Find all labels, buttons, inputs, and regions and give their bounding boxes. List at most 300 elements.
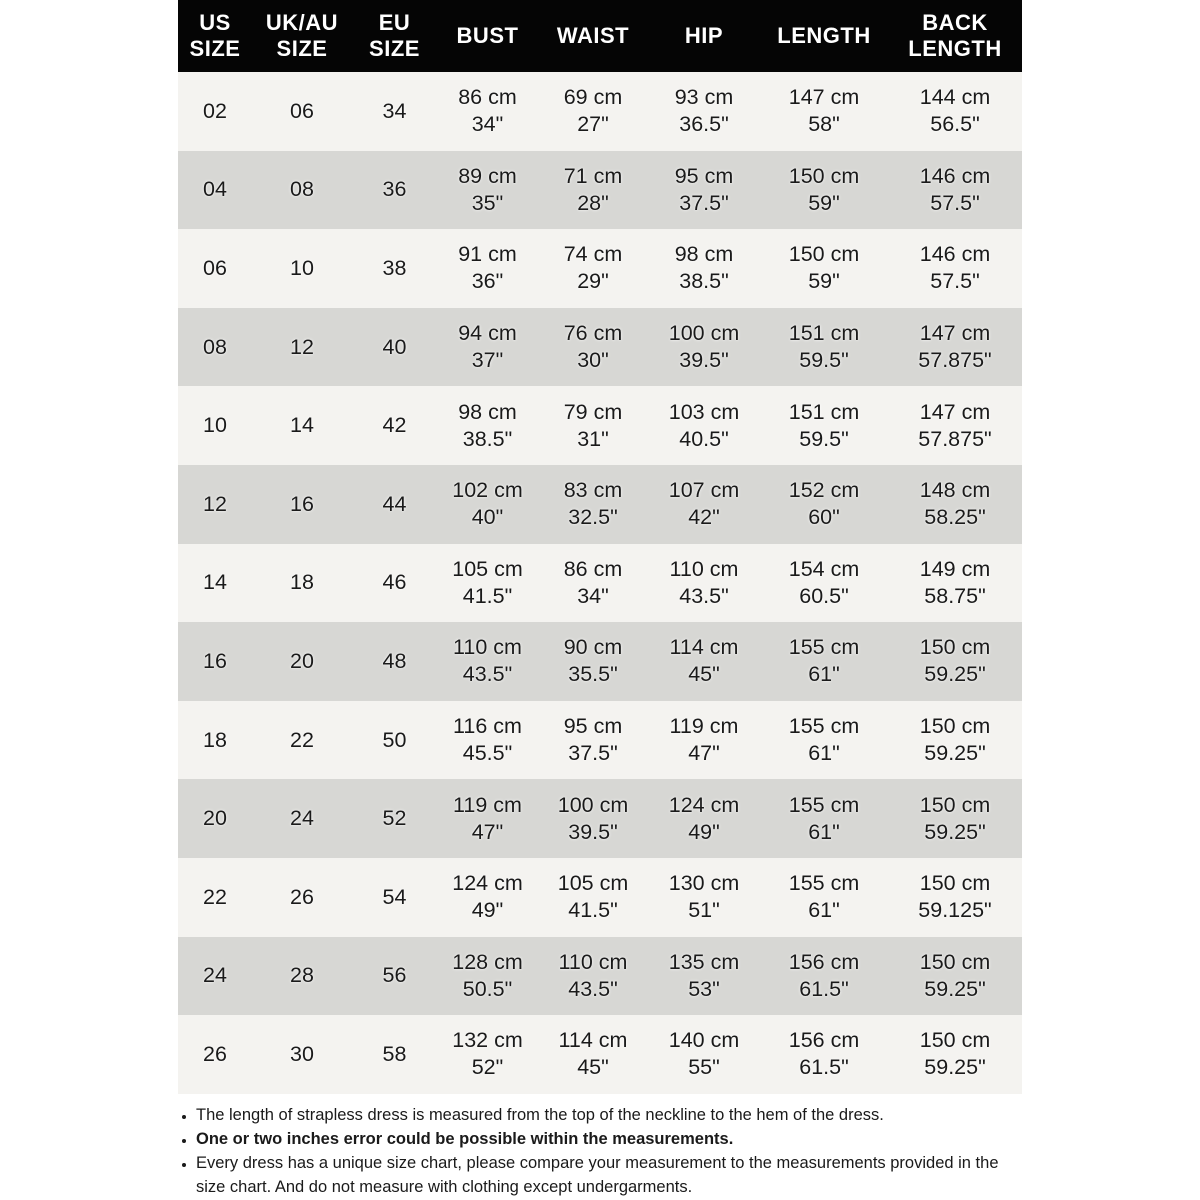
cell-line: 28	[290, 963, 314, 988]
cell-line: 30	[290, 1041, 314, 1066]
table-cell	[252, 622, 352, 701]
table-cell	[760, 229, 888, 308]
table-cell	[352, 937, 437, 1016]
cell-line: 39.5"	[679, 348, 729, 373]
table-cell	[437, 151, 538, 230]
note-item	[180, 1103, 1004, 1127]
note-item	[180, 1127, 1004, 1151]
cell-line: SIZE	[276, 36, 328, 61]
table-cell	[538, 622, 648, 701]
table-cell	[178, 779, 252, 858]
cell-line: 56	[382, 963, 407, 988]
cell-line: 36	[382, 177, 407, 202]
cell-line: 45"	[688, 662, 720, 687]
cell-line: 32.5"	[568, 505, 618, 530]
cell-line: 110 cm	[669, 556, 739, 581]
table-cell	[437, 622, 538, 701]
table-cell	[538, 937, 648, 1016]
table-row	[178, 151, 1022, 230]
cell-line: 38.5"	[462, 426, 513, 451]
table-cell	[888, 1015, 1022, 1094]
cell-line: 42	[382, 413, 407, 438]
cell-line: 155 cm	[788, 792, 860, 817]
cell-line: 74 cm	[563, 242, 623, 267]
table-row	[178, 465, 1022, 544]
cell-line: 56.5"	[930, 112, 980, 137]
cell-line: 22	[203, 884, 227, 909]
table-row	[178, 622, 1022, 701]
cell-line: 41.5"	[568, 898, 618, 923]
cell-line: 53"	[688, 976, 720, 1001]
table-cell	[648, 308, 760, 387]
table-cell	[538, 779, 648, 858]
table-cell	[352, 308, 437, 387]
cell-line: 155 cm	[788, 871, 860, 896]
cell-line: 50.5"	[462, 976, 513, 1001]
table-cell	[538, 1015, 648, 1094]
cell-line: 59"	[808, 269, 840, 294]
cell-line: EU	[378, 10, 411, 35]
table-cell	[352, 1015, 437, 1094]
cell-line: 144 cm	[919, 85, 991, 110]
cell-line: 86 cm	[563, 556, 623, 581]
table-cell	[437, 701, 538, 780]
table-cell	[888, 386, 1022, 465]
table-cell	[352, 544, 437, 623]
cell-line: 150 cm	[919, 714, 991, 739]
cell-line: 148 cm	[919, 478, 991, 503]
table-cell	[437, 937, 538, 1016]
note-text: The length of strapless dress is measured from the top of the neckline to the hem of the dress.	[196, 1106, 884, 1124]
table-cell	[437, 229, 538, 308]
table-cell	[888, 544, 1022, 623]
cell-line: 135 cm	[668, 949, 740, 974]
table-cell	[888, 72, 1022, 151]
cell-line: 59.25"	[924, 1055, 986, 1080]
cell-line: 146 cm	[919, 163, 991, 188]
table-cell	[437, 544, 538, 623]
cell-line: 146 cm	[919, 242, 991, 267]
cell-line: 29"	[577, 269, 609, 294]
cell-line: 61"	[808, 741, 840, 766]
table-cell	[437, 72, 538, 151]
table-cell	[538, 151, 648, 230]
cell-line: 94 cm	[458, 321, 517, 346]
table-row	[178, 1015, 1022, 1094]
table-cell	[252, 229, 352, 308]
cell-line: WAIST	[556, 23, 630, 48]
table-cell	[760, 308, 888, 387]
table-cell	[648, 701, 760, 780]
cell-line: 26	[203, 1041, 227, 1066]
cell-line: 95 cm	[674, 163, 734, 188]
table-cell	[760, 1015, 888, 1094]
cell-line: 59.25"	[924, 819, 986, 844]
table-cell	[178, 72, 252, 151]
cell-line: 47"	[688, 741, 720, 766]
cell-line: 140 cm	[668, 1028, 740, 1053]
table-cell	[252, 72, 352, 151]
cell-line: 71 cm	[563, 163, 623, 188]
table-cell	[760, 622, 888, 701]
cell-line: 59.25"	[924, 976, 986, 1001]
cell-line: 51"	[688, 898, 720, 923]
table-cell	[760, 937, 888, 1016]
table-cell	[352, 151, 437, 230]
table-cell	[648, 72, 760, 151]
table-cell	[437, 465, 538, 544]
cell-line: 47"	[471, 819, 504, 844]
header-cell	[760, 0, 888, 72]
cell-line: 61.5"	[799, 976, 849, 1001]
table-cell	[888, 937, 1022, 1016]
table-cell	[352, 622, 437, 701]
cell-line: 44	[382, 491, 407, 516]
table-cell	[352, 465, 437, 544]
table-cell	[760, 779, 888, 858]
table-cell	[648, 386, 760, 465]
cell-line: 38	[382, 255, 407, 280]
cell-line: 40"	[471, 505, 504, 530]
table-row	[178, 72, 1022, 151]
table-cell	[352, 779, 437, 858]
cell-line: 43.5"	[462, 662, 513, 687]
cell-line: 12	[290, 334, 314, 359]
cell-line: 20	[290, 648, 314, 673]
table-cell	[760, 386, 888, 465]
cell-line: 30"	[577, 348, 609, 373]
table-cell	[760, 151, 888, 230]
cell-line: 34"	[471, 112, 504, 137]
table-cell	[178, 701, 252, 780]
cell-line: LENGTH	[777, 23, 871, 48]
cell-line: 37.5"	[568, 741, 618, 766]
cell-line: 61"	[808, 819, 840, 844]
cell-line: 132 cm	[452, 1028, 523, 1053]
cell-line: 58.75"	[924, 583, 986, 608]
table-row	[178, 229, 1022, 308]
cell-line: 36"	[471, 269, 504, 294]
table-cell	[352, 858, 437, 937]
cell-line: 08	[203, 334, 227, 359]
cell-line: 59.5"	[799, 426, 849, 451]
cell-line: 46	[382, 570, 407, 595]
cell-line: 86 cm	[458, 85, 517, 110]
table-cell	[648, 229, 760, 308]
cell-line: 107 cm	[668, 478, 740, 503]
cell-line: SIZE	[189, 36, 241, 61]
cell-line: 114 cm	[669, 635, 739, 660]
cell-line: 43.5"	[568, 976, 618, 1001]
table-row	[178, 858, 1022, 937]
cell-line: 58	[382, 1041, 407, 1066]
cell-line: 61"	[808, 662, 840, 687]
cell-line: 58"	[808, 112, 840, 137]
cell-line: BACK	[922, 10, 988, 35]
table-cell	[178, 622, 252, 701]
cell-line: 98 cm	[458, 399, 517, 424]
note-text: Every dress has a unique size chart, please compare your measurement to the measurements provided in the size chart. And do not measure with clothing except undergarments.	[196, 1154, 999, 1196]
cell-line: 69 cm	[563, 85, 623, 110]
table-cell	[648, 465, 760, 544]
cell-line: 43.5"	[679, 583, 729, 608]
cell-line: 60.5"	[799, 583, 849, 608]
table-cell	[538, 858, 648, 937]
table-row	[178, 308, 1022, 387]
cell-line: 90 cm	[563, 635, 623, 660]
cell-line: 119 cm	[669, 714, 739, 739]
cell-line: 61"	[808, 898, 840, 923]
table-cell	[538, 544, 648, 623]
cell-line: 41.5"	[462, 583, 513, 608]
cell-line: 59.125"	[918, 898, 992, 923]
table-row	[178, 701, 1022, 780]
cell-line: 150 cm	[919, 635, 991, 660]
header-cell	[352, 0, 437, 72]
table-cell	[538, 72, 648, 151]
cell-line: 150 cm	[788, 163, 860, 188]
table-cell	[437, 779, 538, 858]
cell-line: 52"	[471, 1055, 504, 1080]
cell-line: 124 cm	[668, 792, 740, 817]
size-chart-table	[178, 0, 1022, 1094]
cell-line: 128 cm	[452, 949, 523, 974]
cell-line: 147 cm	[919, 321, 991, 346]
table-cell	[252, 937, 352, 1016]
table-cell	[252, 386, 352, 465]
cell-line: 26	[290, 884, 314, 909]
cell-line: 102 cm	[452, 478, 523, 503]
cell-line: 155 cm	[788, 635, 860, 660]
note-text: One or two inches error could be possible within the measurements.	[196, 1130, 734, 1148]
table-cell	[252, 308, 352, 387]
table-cell	[178, 386, 252, 465]
header-cell	[888, 0, 1022, 72]
cell-line: 27"	[577, 112, 609, 137]
table-cell	[252, 544, 352, 623]
table-cell	[437, 858, 538, 937]
cell-line: 89 cm	[458, 163, 517, 188]
cell-line: 150 cm	[919, 792, 991, 817]
cell-line: 59.5"	[799, 348, 849, 373]
cell-line: 08	[290, 177, 314, 202]
cell-line: 150 cm	[919, 949, 991, 974]
cell-line: 110 cm	[558, 949, 628, 974]
cell-line: 124 cm	[452, 871, 523, 896]
cell-line: 130 cm	[668, 871, 740, 896]
bullet-dot-icon	[182, 1139, 186, 1143]
table-cell	[178, 229, 252, 308]
cell-line: 100 cm	[668, 321, 740, 346]
cell-line: 35"	[471, 190, 504, 215]
cell-line: 52	[382, 806, 407, 831]
cell-line: 34"	[577, 583, 609, 608]
cell-line: 50	[382, 727, 407, 752]
table-cell	[252, 779, 352, 858]
table-row	[178, 386, 1022, 465]
size-table-body	[178, 72, 1022, 1094]
cell-line: 59.25"	[924, 662, 986, 687]
table-cell	[760, 701, 888, 780]
table-cell	[888, 622, 1022, 701]
cell-line: 79 cm	[563, 399, 623, 424]
table-cell	[538, 229, 648, 308]
header-cell	[648, 0, 760, 72]
note-item	[180, 1151, 1004, 1199]
cell-line: 10	[203, 413, 227, 438]
table-row	[178, 779, 1022, 858]
cell-line: 18	[203, 727, 227, 752]
table-row	[178, 544, 1022, 623]
table-cell	[178, 465, 252, 544]
cell-line: 76 cm	[563, 321, 623, 346]
table-cell	[352, 72, 437, 151]
table-cell	[538, 701, 648, 780]
cell-line: 61.5"	[799, 1055, 849, 1080]
cell-line: 98 cm	[674, 242, 734, 267]
cell-line: 151 cm	[788, 399, 860, 424]
table-cell	[648, 151, 760, 230]
table-cell	[538, 465, 648, 544]
cell-line: 100 cm	[557, 792, 629, 817]
cell-line: 49"	[688, 819, 720, 844]
cell-line: 152 cm	[788, 478, 860, 503]
cell-line: 35.5"	[568, 662, 618, 687]
table-cell	[760, 72, 888, 151]
table-cell	[352, 386, 437, 465]
table-cell	[352, 229, 437, 308]
cell-line: LENGTH	[908, 36, 1002, 61]
table-cell	[648, 1015, 760, 1094]
cell-line: 151 cm	[788, 321, 860, 346]
header-cell	[178, 0, 252, 72]
cell-line: 57.5"	[930, 269, 980, 294]
table-cell	[648, 544, 760, 623]
table-cell	[178, 858, 252, 937]
table-cell	[252, 701, 352, 780]
table-cell	[437, 386, 538, 465]
table-cell	[760, 544, 888, 623]
table-cell	[888, 151, 1022, 230]
cell-line: 24	[203, 963, 227, 988]
notes-list	[180, 1103, 1004, 1199]
table-cell	[888, 779, 1022, 858]
cell-line: 59.25"	[924, 741, 986, 766]
table-cell	[760, 465, 888, 544]
cell-line: 22	[290, 727, 314, 752]
cell-line: 60"	[808, 505, 840, 530]
cell-line: 154 cm	[788, 556, 860, 581]
table-cell	[352, 701, 437, 780]
cell-line: 58.25"	[924, 505, 986, 530]
cell-line: 37"	[471, 348, 504, 373]
cell-line: 28"	[577, 190, 609, 215]
cell-line: 48	[382, 648, 407, 673]
cell-line: 147 cm	[919, 399, 991, 424]
table-cell	[178, 937, 252, 1016]
table-cell	[252, 858, 352, 937]
cell-line: 91 cm	[458, 242, 517, 267]
table-cell	[888, 701, 1022, 780]
cell-line: 06	[290, 98, 314, 123]
header-cell	[538, 0, 648, 72]
cell-line: 156 cm	[788, 1028, 860, 1053]
cell-line: 105 cm	[557, 871, 629, 896]
cell-line: 57.875"	[918, 426, 992, 451]
table-cell	[760, 858, 888, 937]
table-cell	[178, 544, 252, 623]
table-cell	[648, 937, 760, 1016]
cell-line: 18	[290, 570, 314, 595]
cell-line: 150 cm	[788, 242, 860, 267]
table-cell	[437, 308, 538, 387]
bullet-dot-icon	[182, 1115, 186, 1119]
table-cell	[178, 308, 252, 387]
cell-line: BUST	[456, 23, 519, 48]
table-row	[178, 937, 1022, 1016]
cell-line: 155 cm	[788, 714, 860, 739]
cell-line: 14	[290, 413, 314, 438]
cell-line: 57.875"	[918, 348, 992, 373]
cell-line: 36.5"	[679, 112, 729, 137]
cell-line: 14	[203, 570, 227, 595]
cell-line: 110 cm	[453, 635, 522, 660]
cell-line: 147 cm	[788, 85, 860, 110]
cell-line: 149 cm	[919, 556, 991, 581]
cell-line: 34	[382, 98, 407, 123]
cell-line: 04	[203, 177, 227, 202]
table-cell	[252, 151, 352, 230]
table-cell	[538, 308, 648, 387]
cell-line: 42"	[688, 505, 720, 530]
cell-line: 45"	[577, 1055, 609, 1080]
cell-line: 12	[203, 491, 227, 516]
cell-line: 57.5"	[930, 190, 980, 215]
cell-line: 93 cm	[674, 85, 734, 110]
cell-line: 31"	[577, 426, 609, 451]
cell-line: 45.5"	[462, 741, 513, 766]
cell-line: 105 cm	[452, 556, 523, 581]
cell-line: 55"	[688, 1055, 720, 1080]
table-cell	[252, 1015, 352, 1094]
cell-line: SIZE	[369, 36, 420, 61]
cell-line: 10	[290, 255, 314, 280]
cell-line: 16	[290, 491, 314, 516]
cell-line: 95 cm	[563, 714, 623, 739]
table-header-row	[178, 0, 1022, 72]
cell-line: 06	[203, 255, 227, 280]
table-cell	[178, 151, 252, 230]
cell-line: 103 cm	[668, 399, 740, 424]
cell-line: 24	[290, 806, 314, 831]
header-cell	[252, 0, 352, 72]
cell-line: 114 cm	[558, 1028, 628, 1053]
cell-line: 119 cm	[453, 792, 522, 817]
cell-line: 116 cm	[453, 714, 522, 739]
table-cell	[888, 308, 1022, 387]
table-cell	[888, 229, 1022, 308]
cell-line: 59"	[808, 190, 840, 215]
table-cell	[178, 1015, 252, 1094]
table-cell	[888, 465, 1022, 544]
cell-line: 54	[382, 884, 407, 909]
table-cell	[437, 1015, 538, 1094]
cell-line: 02	[203, 98, 227, 123]
cell-line: HIP	[684, 23, 724, 48]
table-cell	[888, 858, 1022, 937]
cell-line: 20	[203, 806, 227, 831]
cell-line: 83 cm	[563, 478, 623, 503]
